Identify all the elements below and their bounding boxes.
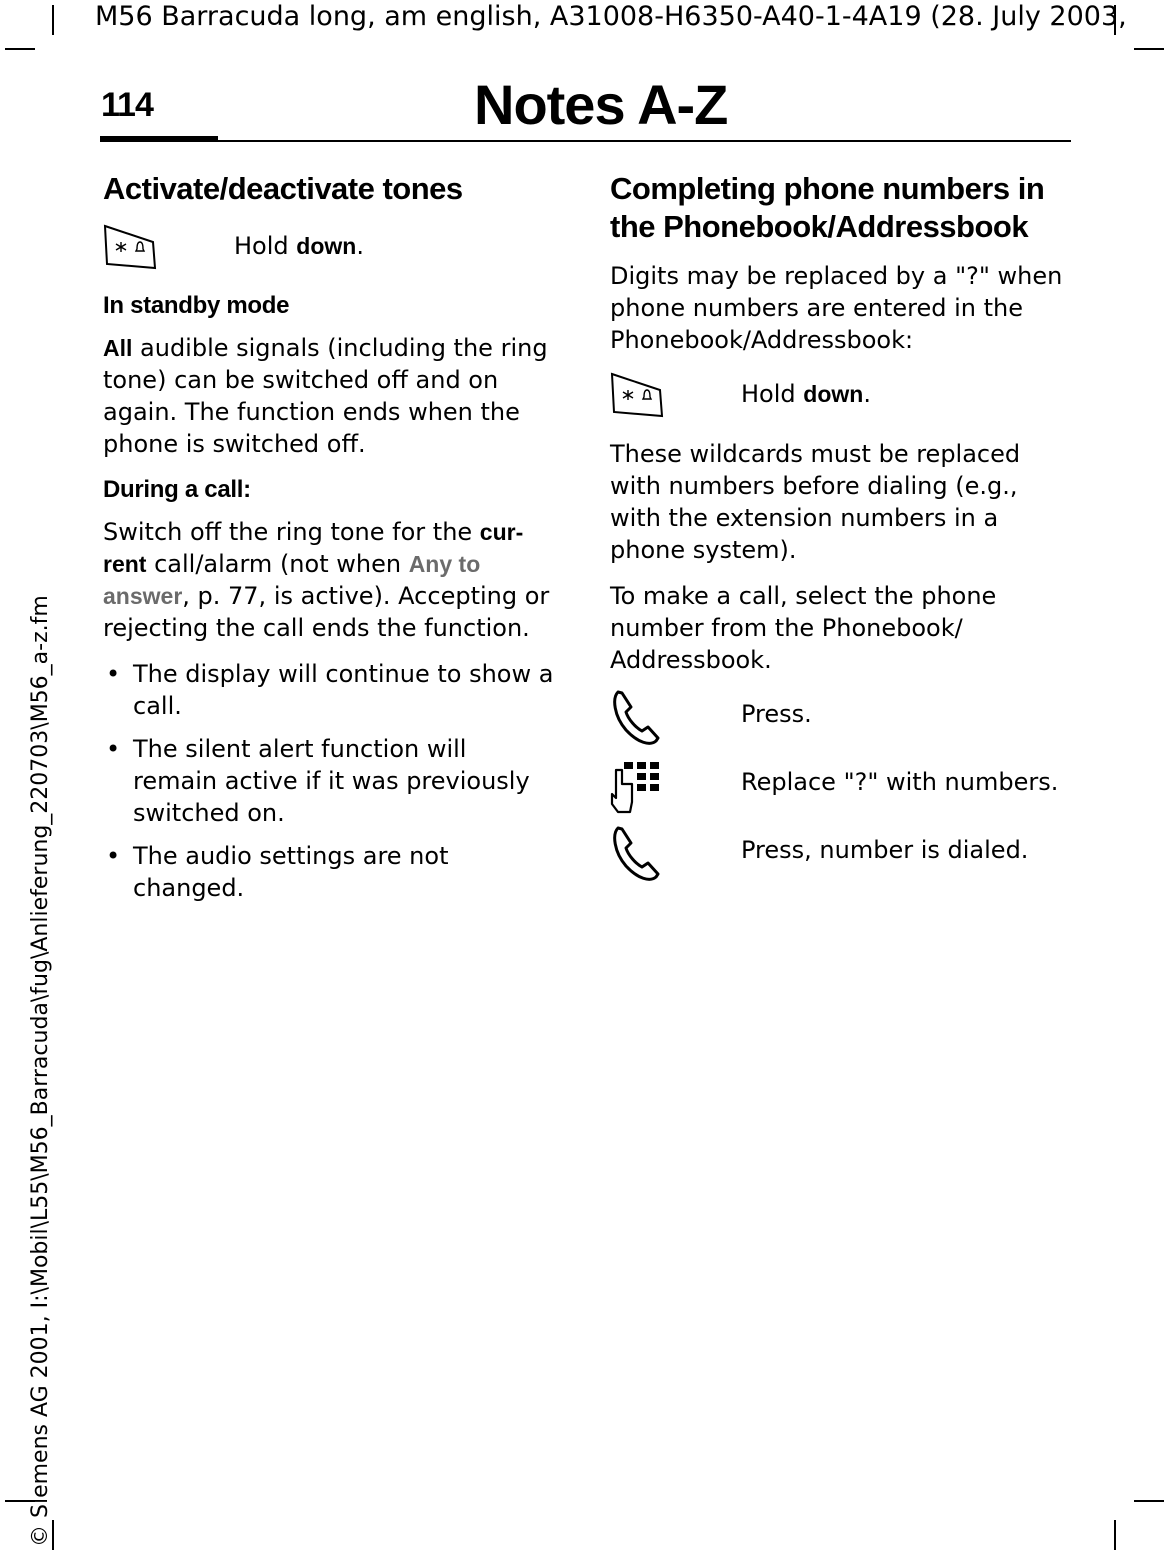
page-number: 114 (101, 86, 153, 124)
wildcard-paragraph: These wildcards must be replaced with numbers before dialing (e.g., with the extension numbers in a phone system). (610, 440, 1021, 564)
call-paragraph: Switch off the ring tone for the cur-rent call/alarm (not when Any to answer, p. 77, is active). Accepting or rejecting the call ends the function. (103, 518, 550, 642)
side-note: © Siemens AG 2001, I:\Mobil\L55\M56_Barracuda\fug\Anlieferung_220703\M56_a-z.fm (28, 595, 53, 1547)
step-row (610, 826, 1065, 884)
instruction-text: Hold down. (234, 232, 364, 260)
step-text: Replace "?" with numbers. (741, 768, 1059, 796)
intro-paragraph: Digits may be replaced by a "?" when phone numbers are entered in the Phonebook/Addressbook: (610, 262, 1063, 354)
right-column (610, 170, 1065, 894)
crop-mark (1114, 1520, 1116, 1550)
make-call-paragraph: To make a call, select the phone number from the Phonebook/ Addressbook. (610, 582, 997, 674)
running-head: M56 Barracuda long, am english, A31008-H6350-A40-1-4A19 (28. July 2003, (95, 1, 1127, 32)
standby-paragraph: All audible signals (including the ring tone) can be switched off and on again. The function ends when the phone is switched off. (103, 334, 548, 458)
subheading-standby: In standby mode (103, 292, 290, 319)
keypad-icon (610, 758, 666, 814)
star-key-icon (103, 222, 159, 278)
step-row (610, 690, 1065, 748)
title-rule (100, 140, 1071, 142)
call-key-icon (610, 826, 666, 882)
instruction-row (610, 370, 1065, 428)
crop-mark (1134, 1500, 1164, 1502)
bullet-list (103, 658, 558, 904)
star-key-icon (610, 370, 666, 426)
instruction-text: Hold down. (741, 380, 871, 408)
left-column (103, 170, 558, 915)
call-key-icon (610, 690, 666, 746)
subheading-during-call: During a call: (103, 476, 251, 503)
section-heading: Activate/deactivate tones (103, 171, 463, 206)
page-title: Notes A-Z (474, 73, 728, 136)
step-row (610, 758, 1065, 816)
step-text: Press. (741, 700, 812, 728)
crop-mark (1134, 48, 1164, 50)
side-note-container (0, 0, 53, 1552)
list-item: • The display will continue to show a call. (106, 660, 554, 720)
section-heading: Completing phone numbers in the Phonebook/Addressbook (610, 171, 1045, 244)
list-item: • The silent alert function will remain active if it was previously switched on. (106, 735, 530, 827)
page-number-rule (100, 136, 218, 142)
list-item: • The audio settings are not changed. (106, 842, 449, 902)
instruction-row (103, 222, 558, 280)
crop-mark (52, 5, 54, 35)
step-text: Press, number is dialed. (741, 836, 1029, 864)
